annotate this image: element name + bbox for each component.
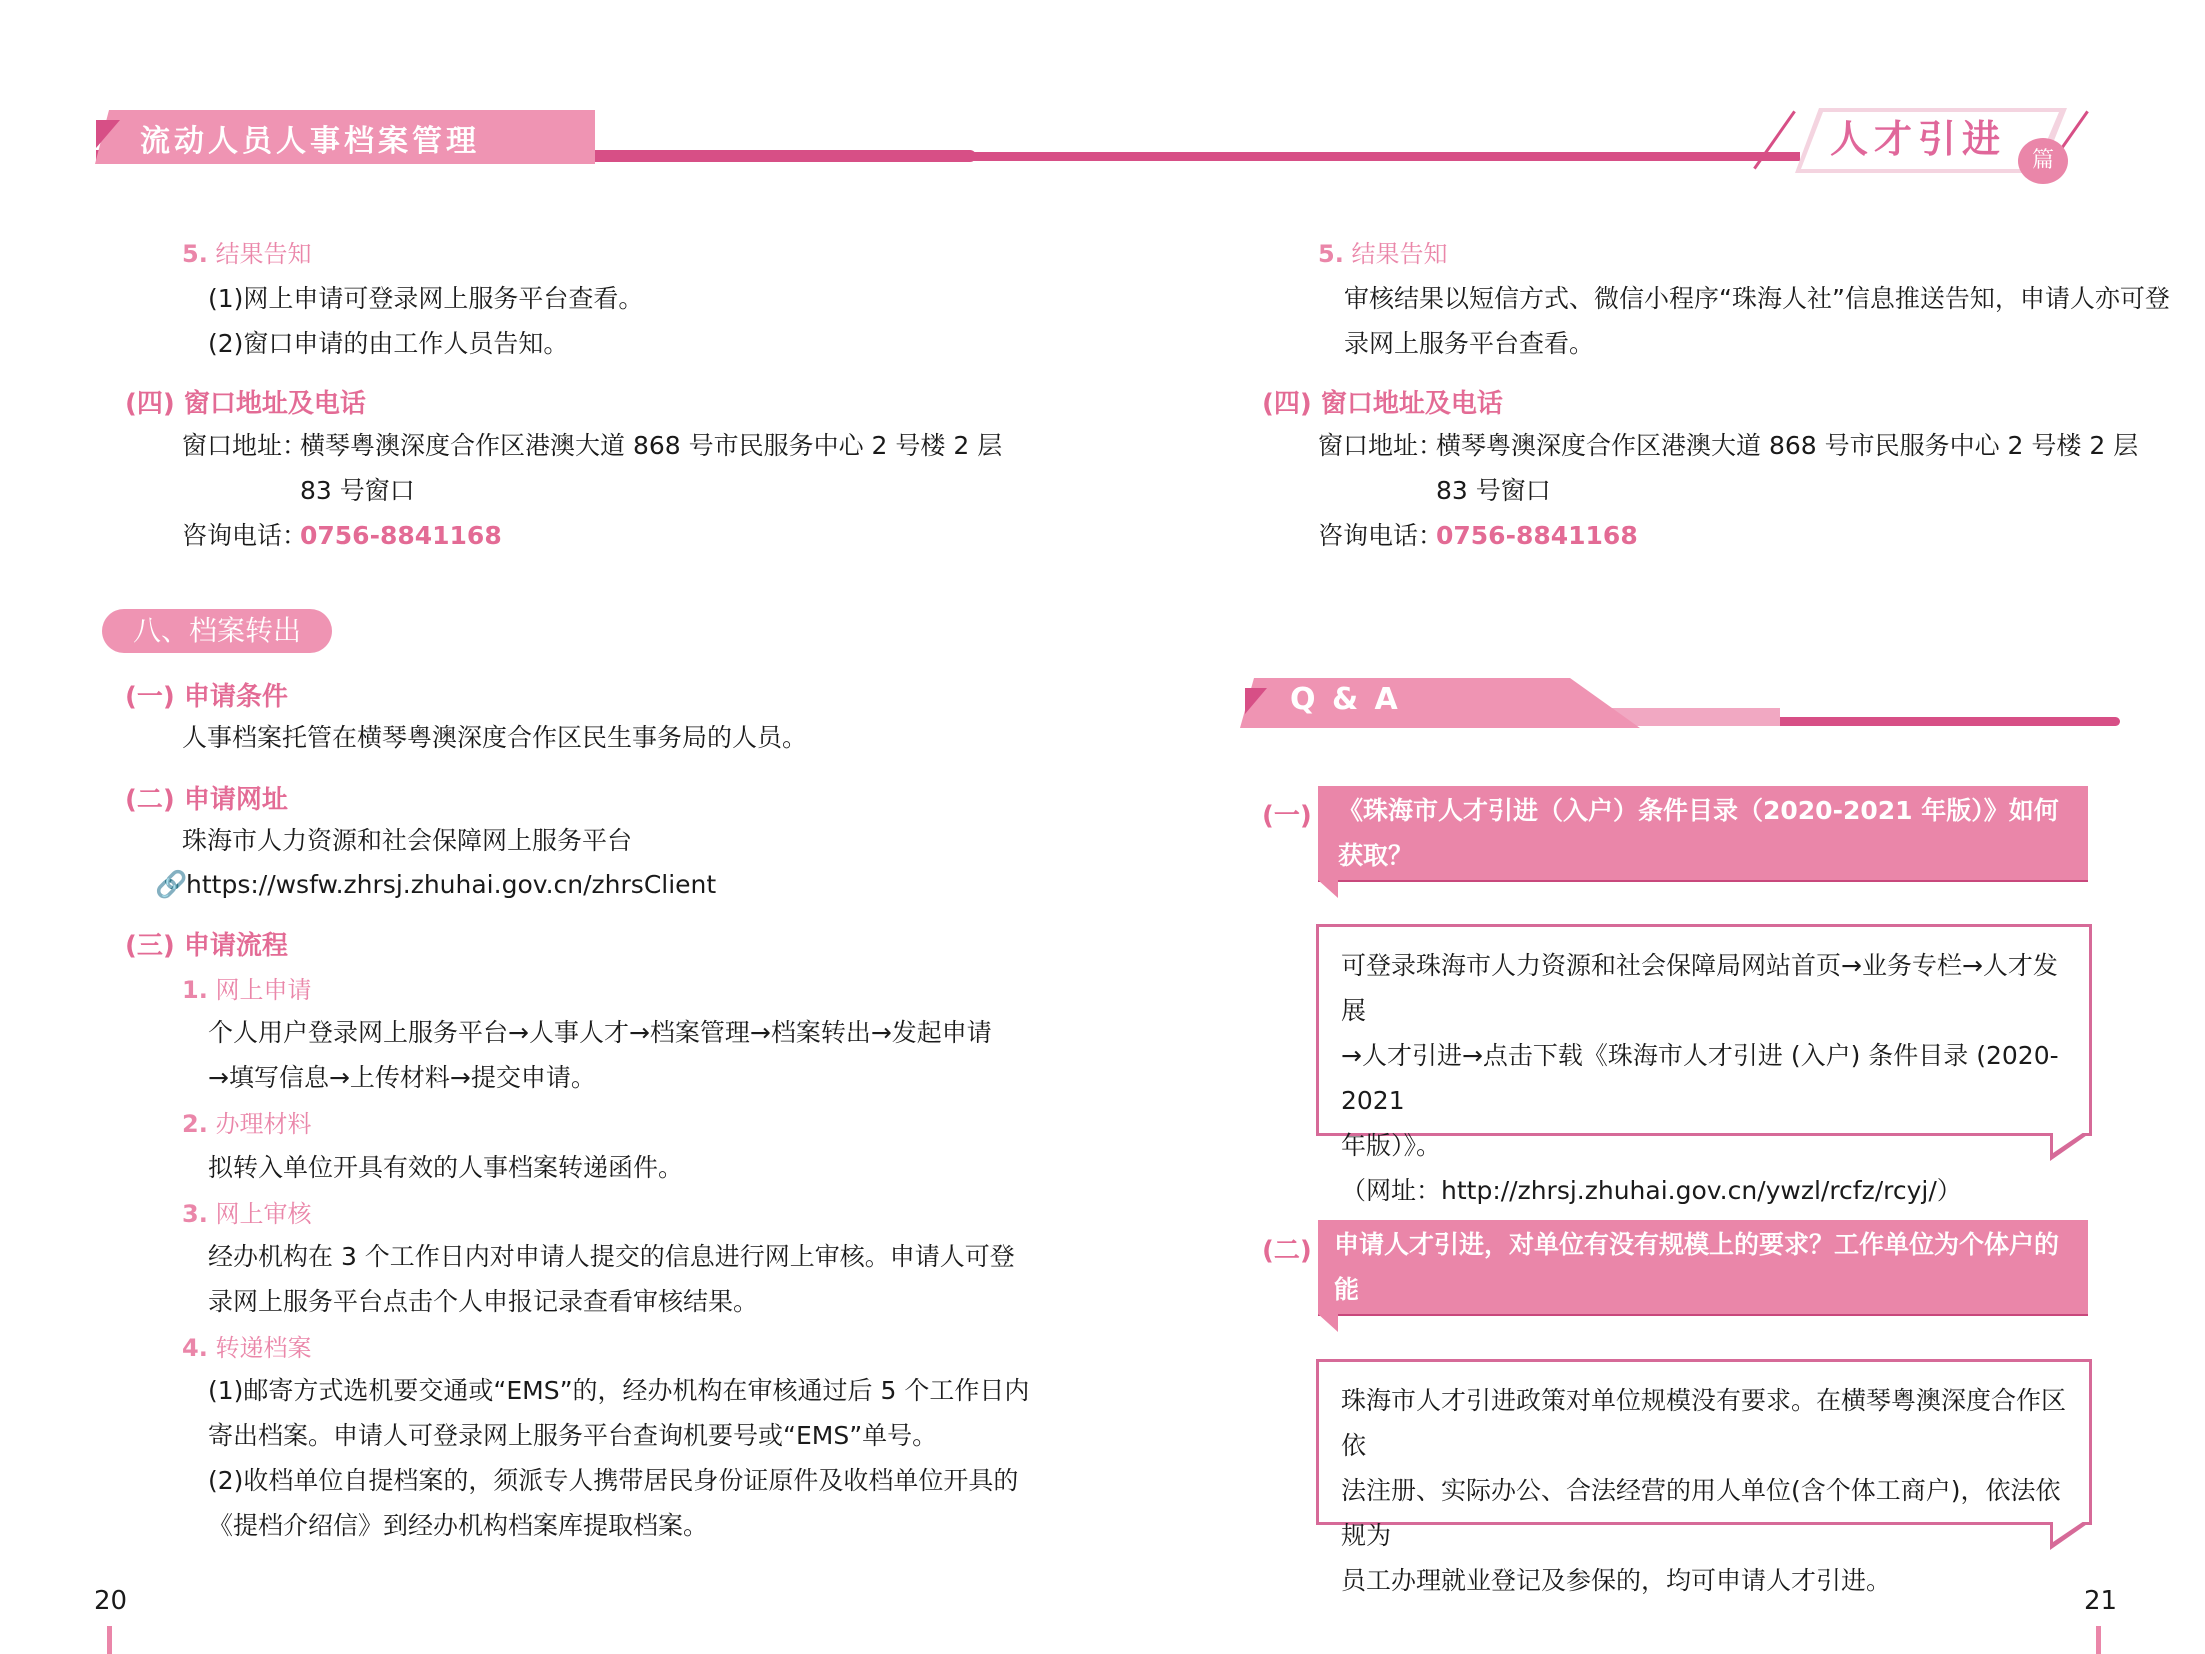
page-tick	[2096, 1626, 2101, 1654]
window-heading: (四) 窗口地址及电话	[125, 389, 366, 419]
step-text: 个人用户登录网上服务平台→人事人才→档案管理→档案转出→发起申请	[208, 1018, 992, 1047]
phone-label: 咨询电话：	[1318, 521, 1444, 550]
answer-tail-inner	[2053, 1130, 2087, 1153]
question-number: (二)	[1262, 1236, 1312, 1266]
section-pill: 八、档案转出	[102, 609, 332, 653]
page-tick	[107, 1626, 112, 1654]
window-heading: (四) 窗口地址及电话	[1262, 389, 1503, 419]
process-heading: (三) 申请流程	[125, 931, 288, 961]
phone-label: 咨询电话：	[182, 521, 308, 550]
address-line: 横琴粤澳深度合作区港澳大道 868 号市民服务中心 2 号楼 2 层	[1436, 431, 2139, 460]
step-text: (1)邮寄方式选机要交通或“EMS”的，经办机构在审核通过后 5 个工作日内	[208, 1376, 1030, 1405]
answer-line: 珠海市人才引进政策对单位规模没有要求。在横琴粤澳深度合作区依	[1341, 1386, 2067, 1460]
step-text: 《提档介绍信》到经办机构档案库提取档案。	[208, 1511, 709, 1540]
result-text: 审核结果以短信方式、微信小程序“珠海人社”信息推送告知，申请人亦可登	[1344, 284, 2170, 313]
step-heading: 1. 网上申请	[182, 976, 312, 1004]
result-heading: 5. 结果告知	[1318, 240, 1448, 268]
phone-number: 0756-8841168	[300, 521, 502, 550]
right-header-title: 人才引进	[1830, 117, 2007, 161]
answer-line: 法注册、实际办公、合法经营的用人单位(含个体工商户)，依法依规为	[1341, 1476, 2061, 1550]
step-text: 拟转入单位开具有效的人事档案转递函件。	[208, 1153, 684, 1182]
step-heading: 2. 办理材料	[182, 1110, 312, 1138]
url-heading: (二) 申请网址	[125, 785, 288, 815]
phone-number: 0756-8841168	[1436, 521, 1638, 550]
answer-box	[1316, 924, 2092, 1205]
step-text: (2)收档单位自提档案的，须派专人携带居民身份证原件及收档单位开具的	[208, 1466, 1019, 1495]
question-box	[1318, 786, 2088, 882]
conditions-text: 人事档案托管在横琴粤澳深度合作区民生事务局的人员。	[182, 723, 808, 752]
question-tail	[1318, 880, 1338, 898]
address-line: 83 号窗口	[300, 476, 415, 505]
question-number: (一)	[1262, 801, 1312, 831]
question-box	[1318, 1220, 2088, 1349]
question-line: 申请人才引进，对单位有没有规模上的要求？工作单位为个体户的能	[1334, 1230, 2060, 1304]
result-item: (2)窗口申请的由工作人员告知。	[208, 329, 569, 358]
step-text: 寄出档案。申请人可登录网上服务平台查询机要号或“EMS”单号。	[208, 1421, 938, 1450]
question-tail	[1318, 1314, 1338, 1332]
answer-tail-inner	[2053, 1519, 2087, 1542]
answer-line: 年版）》。	[1341, 1131, 1442, 1160]
address-label: 窗口地址：	[182, 431, 308, 460]
right-header-badge: 篇	[2018, 138, 2068, 184]
step-text: 录网上服务平台点击个人申报记录查看审核结果。	[208, 1287, 759, 1316]
url-description: 珠海市人力资源和社会保障网上服务平台	[182, 826, 633, 855]
step-heading: 4. 转递档案	[182, 1334, 312, 1362]
page-number: 20	[94, 1586, 128, 1616]
answer-line: （网址：http://zhrsj.zhuhai.gov.cn/ywzl/rcfz/rcyj/）	[1341, 1176, 1962, 1205]
conditions-heading: (一) 申请条件	[125, 682, 288, 712]
question-line: 否申请?	[1334, 1320, 1424, 1349]
application-url[interactable]: https://wsfw.zhrsj.zhuhai.gov.cn/zhrsClient	[186, 870, 717, 899]
step-heading: 3. 网上审核	[182, 1200, 312, 1228]
result-item: (1)网上申请可登录网上服务平台查看。	[208, 284, 644, 313]
step-text: 经办机构在 3 个工作日内对申请人提交的信息进行网上审核。申请人可登	[208, 1242, 1015, 1271]
question-line: 获取？	[1338, 841, 1414, 870]
address-line: 83 号窗口	[1436, 476, 1551, 505]
right-header-rule	[970, 152, 1800, 161]
answer-line: 可登录珠海市人力资源和社会保障局网站首页→业务专栏→人才发展	[1341, 951, 2058, 1025]
result-text: 录网上服务平台查看。	[1344, 329, 1595, 358]
step-text: →填写信息→上传材料→提交申请。	[208, 1063, 596, 1092]
answer-line: 员工办理就业登记及参保的，均可申请人才引进。	[1341, 1566, 1892, 1595]
link-icon: 🔗	[155, 870, 188, 900]
qa-title: Q & A	[1290, 682, 1401, 717]
result-heading: 5. 结果告知	[182, 240, 312, 268]
left-header-title: 流动人员人事档案管理	[140, 124, 480, 159]
page-number: 21	[2084, 1586, 2118, 1616]
address-label: 窗口地址：	[1318, 431, 1444, 460]
answer-box	[1316, 1359, 2092, 1595]
answer-line: →人才引进→点击下载《珠海市人才引进 (入户) 条件目录 (2020-2021	[1341, 1041, 2059, 1115]
address-line: 横琴粤澳深度合作区港澳大道 868 号市民服务中心 2 号楼 2 层	[300, 431, 1003, 460]
question-line: 《珠海市人才引进（入户）条件目录（2020-2021 年版）》如何	[1338, 796, 2059, 825]
